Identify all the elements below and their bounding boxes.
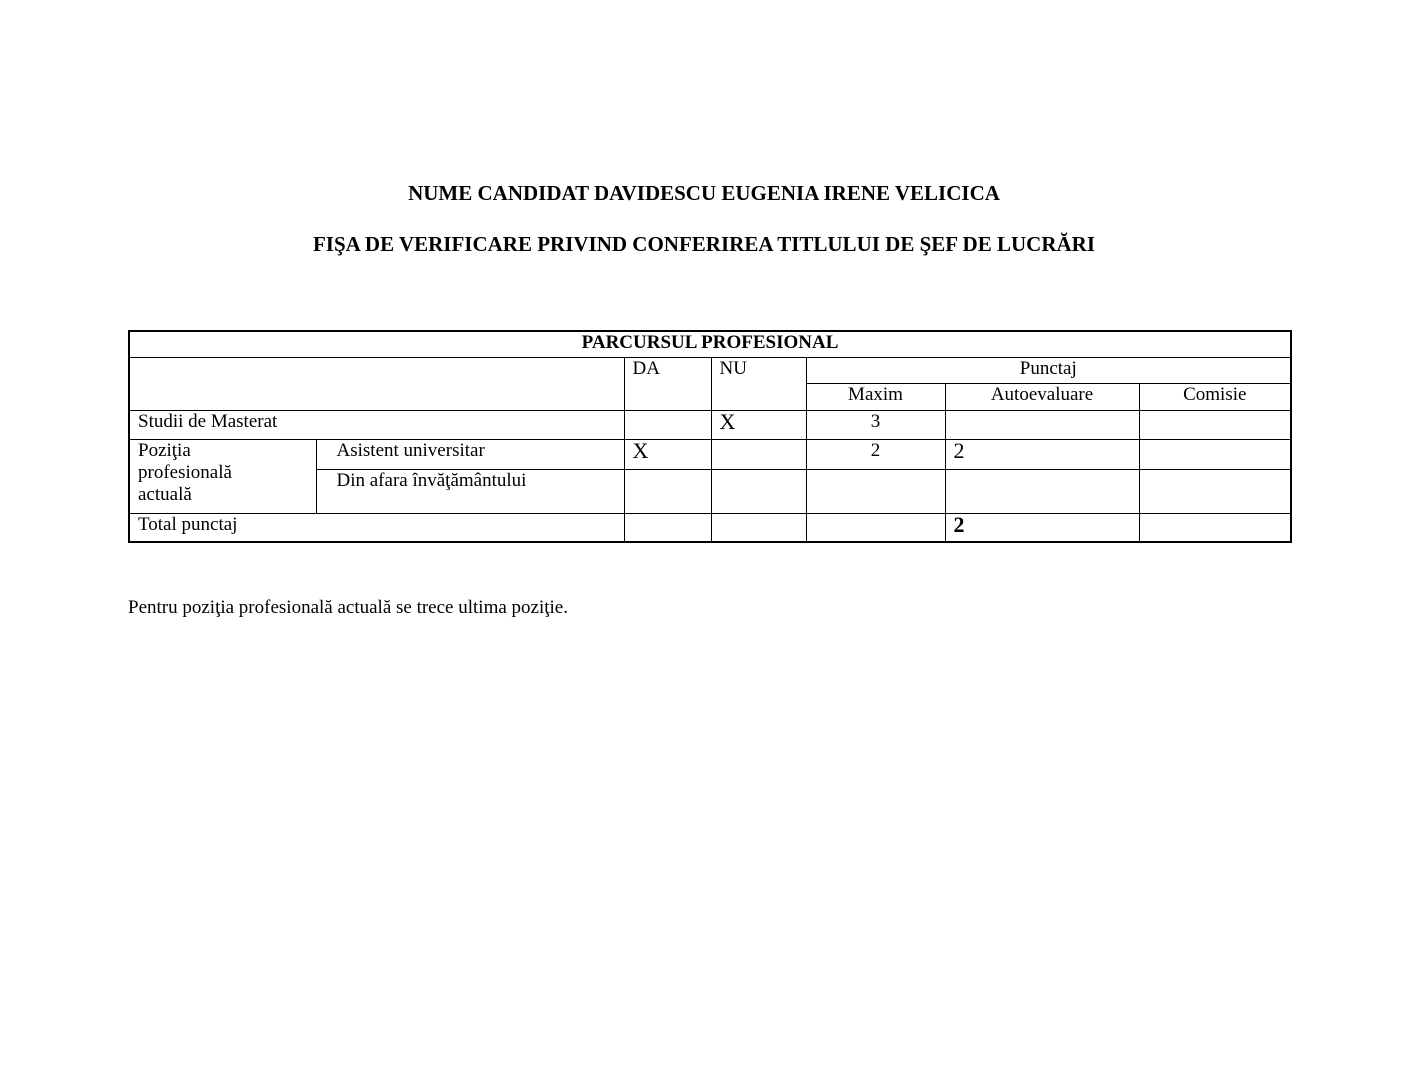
header-maxim: Maxim bbox=[806, 383, 945, 410]
evaluation-table bbox=[128, 330, 1292, 543]
cell-nu: X bbox=[711, 410, 806, 439]
table-row-total bbox=[129, 513, 1291, 542]
cell-nu bbox=[711, 439, 806, 469]
header-nu: NU bbox=[711, 357, 806, 410]
cell-maxim bbox=[806, 513, 945, 542]
section-title: PARCURSUL PROFESIONAL bbox=[129, 331, 1291, 357]
cell-da: X bbox=[624, 439, 711, 469]
cell-total-autoevaluare: 2 bbox=[945, 513, 1139, 542]
table-row bbox=[129, 410, 1291, 439]
cell-autoevaluare bbox=[945, 410, 1139, 439]
cell-comisie bbox=[1139, 410, 1291, 439]
cell-da bbox=[624, 513, 711, 542]
row-label: Studii de Masterat bbox=[129, 410, 624, 439]
cell-comisie bbox=[1139, 513, 1291, 542]
row-label: Din afara învăţământului bbox=[316, 469, 624, 513]
cell-autoevaluare bbox=[945, 469, 1139, 513]
header-comisie: Comisie bbox=[1139, 383, 1291, 410]
cell-comisie bbox=[1139, 439, 1291, 469]
header-blank bbox=[129, 357, 624, 410]
cell-nu bbox=[711, 513, 806, 542]
row-label: Total punctaj bbox=[129, 513, 624, 542]
header-punctaj: Punctaj bbox=[806, 357, 1291, 383]
cell-da bbox=[624, 469, 711, 513]
cell-maxim bbox=[806, 469, 945, 513]
cell-autoevaluare: 2 bbox=[945, 439, 1139, 469]
cell-maxim: 3 bbox=[806, 410, 945, 439]
row-group-label: Poziţia profesională actuală bbox=[129, 439, 316, 513]
row-label: Asistent universitar bbox=[316, 439, 624, 469]
header-da: DA bbox=[624, 357, 711, 410]
table-row bbox=[129, 439, 1291, 469]
cell-nu bbox=[711, 469, 806, 513]
cell-maxim: 2 bbox=[806, 439, 945, 469]
footnote: Pentru poziţia profesională actuală se trece ultima poziţie. bbox=[128, 597, 568, 618]
form-title: FIŞA DE VERIFICARE PRIVIND CONFERIREA TITLULUI DE ŞEF DE LUCRĂRI bbox=[312, 232, 1095, 256]
header-autoevaluare: Autoevaluare bbox=[945, 383, 1139, 410]
cell-da bbox=[624, 410, 711, 439]
cell-comisie bbox=[1139, 469, 1291, 513]
candidate-name-heading: NUME CANDIDAT DAVIDESCU EUGENIA IRENE VELICICA bbox=[408, 181, 1000, 205]
